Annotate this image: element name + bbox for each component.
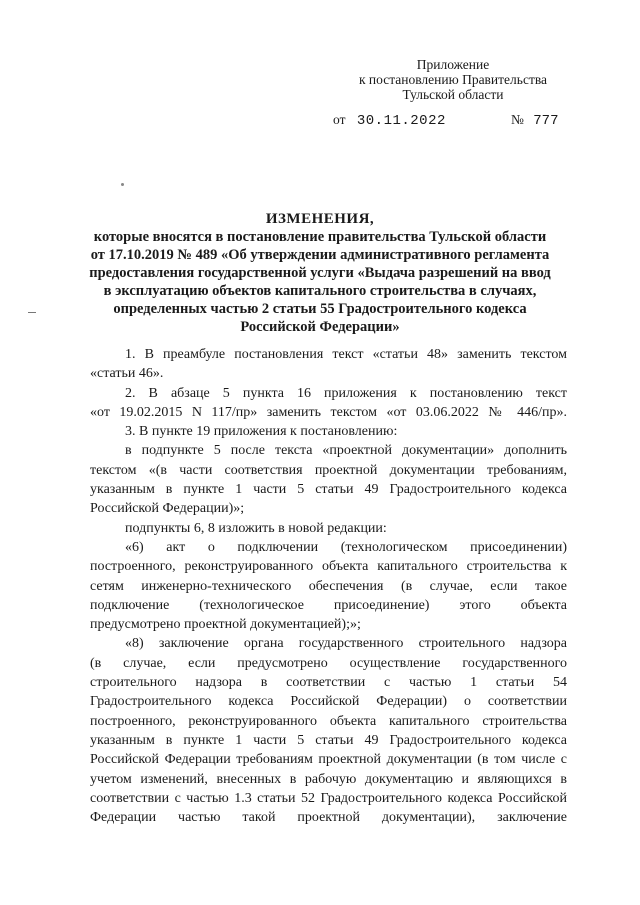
date-label: от bbox=[333, 112, 346, 127]
body-line: подпункты 6, 8 изложить в новой редакции: bbox=[125, 520, 387, 536]
annex-line-1: Приложение bbox=[416, 57, 490, 72]
annex-header bbox=[318, 57, 588, 102]
title-heading: ИЗМЕНЕНИЯ, bbox=[265, 211, 375, 227]
body-line: 1. В преамбуле постановления текст «статьи 48» заменить текстом bbox=[125, 347, 567, 362]
body-line: учетом изменений, внесенных в рабочую документацию и являющихся в bbox=[90, 771, 567, 787]
body-line: «8) заключение органа государственного строительного надзора bbox=[125, 636, 567, 652]
body-line: указанным в пункте 1 части 5 статьи 49 Градостроительного кодекса bbox=[90, 482, 567, 498]
title-line: предоставления государственной услуги «Выдача разрешений на ввод bbox=[89, 265, 551, 281]
body-line: Федерации частью такой проектной документации), заключение bbox=[90, 810, 567, 826]
resolution-date bbox=[333, 112, 446, 129]
document-title bbox=[70, 210, 570, 336]
body-line: 2. В абзаце 5 пункта 16 приложения к постановлению текст bbox=[125, 385, 567, 401]
body-line: предусмотрено проектной документацией);»; bbox=[90, 617, 361, 633]
title-line: которые вносятся в постановление правительства Тульской области bbox=[93, 229, 547, 245]
margin-mark bbox=[28, 312, 36, 313]
document-body bbox=[90, 345, 567, 827]
body-line: построенного, реконструированного объекта капитального строительства bbox=[90, 713, 567, 729]
body-line: текстом «(в части соответствия проектной документации требованиям, bbox=[90, 462, 567, 478]
body-line: «от 19.02.2015 N 117/пр» заменить текстом «от 03.06.2022 № 446/пр». bbox=[90, 404, 567, 420]
title-line: определенных частью 2 статьи 55 Градостроительного кодекса bbox=[113, 301, 527, 317]
body-line: Российской Федерации требованиям проектной документации (в том числе с bbox=[90, 752, 567, 768]
body-line: подключение (технологическое присоединение) этого объекта bbox=[90, 597, 567, 613]
body-line: сетям инженерно-технического обеспечения (в случае, если такое bbox=[90, 578, 567, 594]
title-line: в эксплуатацию объектов капитального строительства в случаях, bbox=[103, 283, 537, 299]
body-line: Российской Федерации)»; bbox=[90, 501, 245, 517]
body-line: (в случае, если предусмотрено осуществление государственного bbox=[90, 655, 567, 671]
date-value: 30.11.2022 bbox=[356, 113, 446, 129]
annex-line-3: Тульской области bbox=[402, 87, 504, 102]
body-line: Градостроительного кодекса Российской Федерации) о соответствии bbox=[90, 694, 567, 710]
number-value: 777 bbox=[533, 113, 559, 129]
body-line: указанным в пункте 1 части 5 статьи 49 Градостроительного кодекса bbox=[90, 732, 567, 748]
number-label: № bbox=[511, 112, 524, 127]
body-line: построенного, реконструированного объекта капитального строительства к bbox=[90, 559, 567, 575]
body-line: строительного надзора в соответствии с частью 1 статьи 54 bbox=[90, 675, 567, 691]
annex-line-2: к постановлению Правительства bbox=[358, 72, 548, 87]
body-line: «статьи 46». bbox=[90, 366, 164, 382]
title-line: Российской Федерации» bbox=[240, 319, 400, 335]
scan-speck bbox=[121, 183, 124, 186]
body-line: «6) акт о подключении (технологическом присоединении) bbox=[125, 539, 567, 555]
body-line: 3. В пункте 19 приложения к постановлению: bbox=[125, 424, 398, 440]
resolution-number bbox=[511, 112, 558, 129]
body-line: в подпункте 5 после текста «проектной документации» дополнить bbox=[125, 443, 567, 459]
title-line: от 17.10.2019 № 489 «Об утверждении административного регламента bbox=[90, 247, 550, 263]
body-line: соответствии с частью 1.3 статьи 52 Градостроительного кодекса Российской bbox=[90, 790, 567, 806]
